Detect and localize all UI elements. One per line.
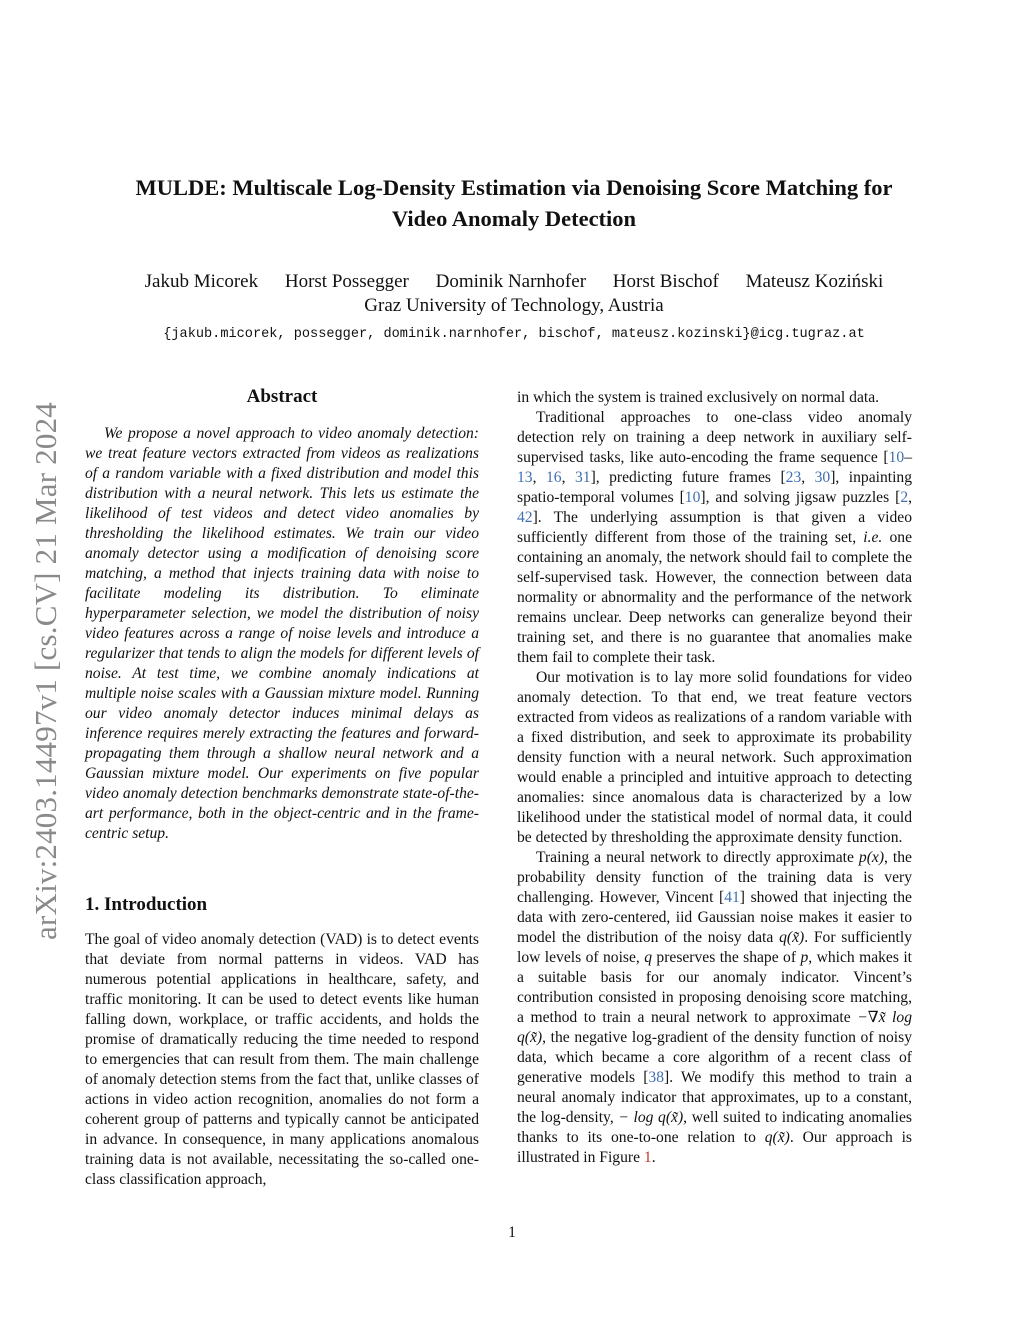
- author-name: Horst Bischof: [612, 271, 719, 292]
- abstract-heading: Abstract: [246, 386, 318, 407]
- citation-link[interactable]: 31: [574, 469, 591, 486]
- citation-link[interactable]: 10: [888, 449, 905, 466]
- introduction-paragraph: The goal of video anomaly detection (VAD) is to detect events that deviate from normal patterns in videos. VAD has numerous potential applications in healthcare, safety, and traffic monitoring. It can be used to detect events like human falling down, workplace, or traffic accidents, and holds the promise of dramatically reducing the time needed to respond to emergencies that can result from them. The main challenge of anomaly detection stems from the fact that, unlike classes of actions in video action recognition, anomalies do not form a coherent group of patterns and typically cannot be anticipated in advance. In consequence, in many applications anomalous training data is not available, necessitating the so-called one-class classification approach,: [85, 931, 479, 1188]
- title-line-2: Video Anomaly Detection: [391, 206, 637, 231]
- paragraph-motivation: Our motivation is to lay more solid foundations for video anomaly detection. To that end, we treat feature vectors extracted from videos as realizations of a random variable with a fixed distribution, and seek to approximate its probability density function with a neural network. Such approximation would enable a principled and intuitive approach to detecting anomalies: since anomalous data is characterized by a low likelihood under the statistical model of normal data, it could be detected by thresholding the approximate density function.: [517, 669, 912, 846]
- citation-link[interactable]: 38: [648, 1069, 664, 1086]
- citation-link[interactable]: 10: [684, 489, 701, 506]
- author-name: Dominik Narnhofer: [435, 271, 587, 292]
- citation-link[interactable]: 13: [517, 469, 533, 486]
- paragraph-training: Training a neural network to directly approximate p(x), the probability density function of the training data is very challenging. However, Vincent [41] showed that injecting the data with zero-centered, iid Gaussian noise makes it easier to model the distribution of the noisy data q(x̃). For sufficiently low levels of noise, q preserves the shape of p, which makes it a suitable basis for our anomaly indicator. Vincent’s contribution consisted in proposing denoising score matching, a method to train a neural network to approximate −∇x̃ log q(x̃), the negative log-gradient of the density function of noisy data, which became a core algorithm of a recent class of generative models [38]. We modify this method to train a neural anomaly indicator that approximates, up to a constant, the log-density, − log q(x̃), well suited to indicating anomalies thanks to its one-to-one relation to q(x̃). Our approach is illustrated in Figure 1.: [517, 849, 913, 1166]
- author-name: Horst Possegger: [284, 271, 409, 292]
- citation-link[interactable]: 30: [814, 469, 831, 486]
- figure-link[interactable]: 1: [643, 1149, 652, 1166]
- citation-link[interactable]: 16: [545, 469, 562, 486]
- author-emails: {jakub.micorek, possegger, dominik.narnhofer, bischof, mateusz.kozinski}@icg.tugraz.at: [163, 327, 865, 342]
- author-block: [80, 270, 948, 347]
- author-name: Jakub Micorek: [144, 271, 259, 292]
- title-line-1: MULDE: Multiscale Log-Density Estimation via Denoising Score Matching for: [135, 175, 893, 200]
- citation-link[interactable]: 2: [900, 489, 909, 506]
- page-number: 1: [508, 1224, 516, 1241]
- paragraph-traditional-approaches: Traditional approaches to one-class video anomaly detection rely on training a deep network in auxiliary self-supervised tasks, like auto-encoding the frame sequence [10–13, 16, 31], predicting future frames [23, 30], inpainting spatio-temporal volumes [10], and solving jigsaw puzzles [2, 42]. The underlying assumption is that given a video sufficiently different from those of the training set, i.e. one containing an anomaly, the network should fail to complete the self-supervised task. However, the connection between data normality or abnormality and the performance of the network remains unclear. Deep networks can generalize beyond their training set, and there is no guarantee that anomalies make them fail to complete their task.: [517, 409, 913, 666]
- abstract-text: We propose a novel approach to video anomaly detection: we treat feature vectors extracted from videos as realizations of a random variable with a fixed distribution and model this distribution with a neural network. This lets us estimate the likelihood of test videos and detect video anomalies by thresholding the likelihood estimates. We train our video anomaly detector using a modification of denoising score matching, a method that injects training data with noise to facilitate modeling its distribution. To eliminate hyperparameter selection, we model the distribution of noisy video features across a range of noise levels and introduce a regularizer that tends to align the models for different levels of noise. At test time, we combine anomaly indications at multiple noise scales with a Gaussian mixture model. Running our video anomaly detector induces minimal delays as inference requires merely extracting the features and forward-propagating them through a shallow neural network and a Gaussian mixture model. Our experiments on five popular video anomaly detection benchmarks demonstrate state-of-the-art performance, both in the object-centric and in the frame-centric setup.: [85, 425, 479, 842]
- author-name: Mateusz Koziński: [745, 271, 884, 292]
- citation-link[interactable]: 42: [517, 509, 533, 526]
- paragraph-continued: in which the system is trained exclusively on normal data.: [517, 389, 880, 406]
- right-column: [517, 388, 912, 1168]
- paper-title: [80, 172, 948, 234]
- author-affiliation: Graz University of Technology, Austria: [364, 295, 664, 316]
- introduction-heading: 1. Introduction: [85, 894, 208, 915]
- arxiv-identifier: arXiv:2403.14497v1 [cs.CV] 21 Mar 2024: [28, 402, 63, 940]
- citation-link[interactable]: 23: [785, 469, 802, 486]
- left-column: [85, 384, 479, 1190]
- author-names: [80, 270, 948, 294]
- citation-link[interactable]: 41: [724, 889, 740, 906]
